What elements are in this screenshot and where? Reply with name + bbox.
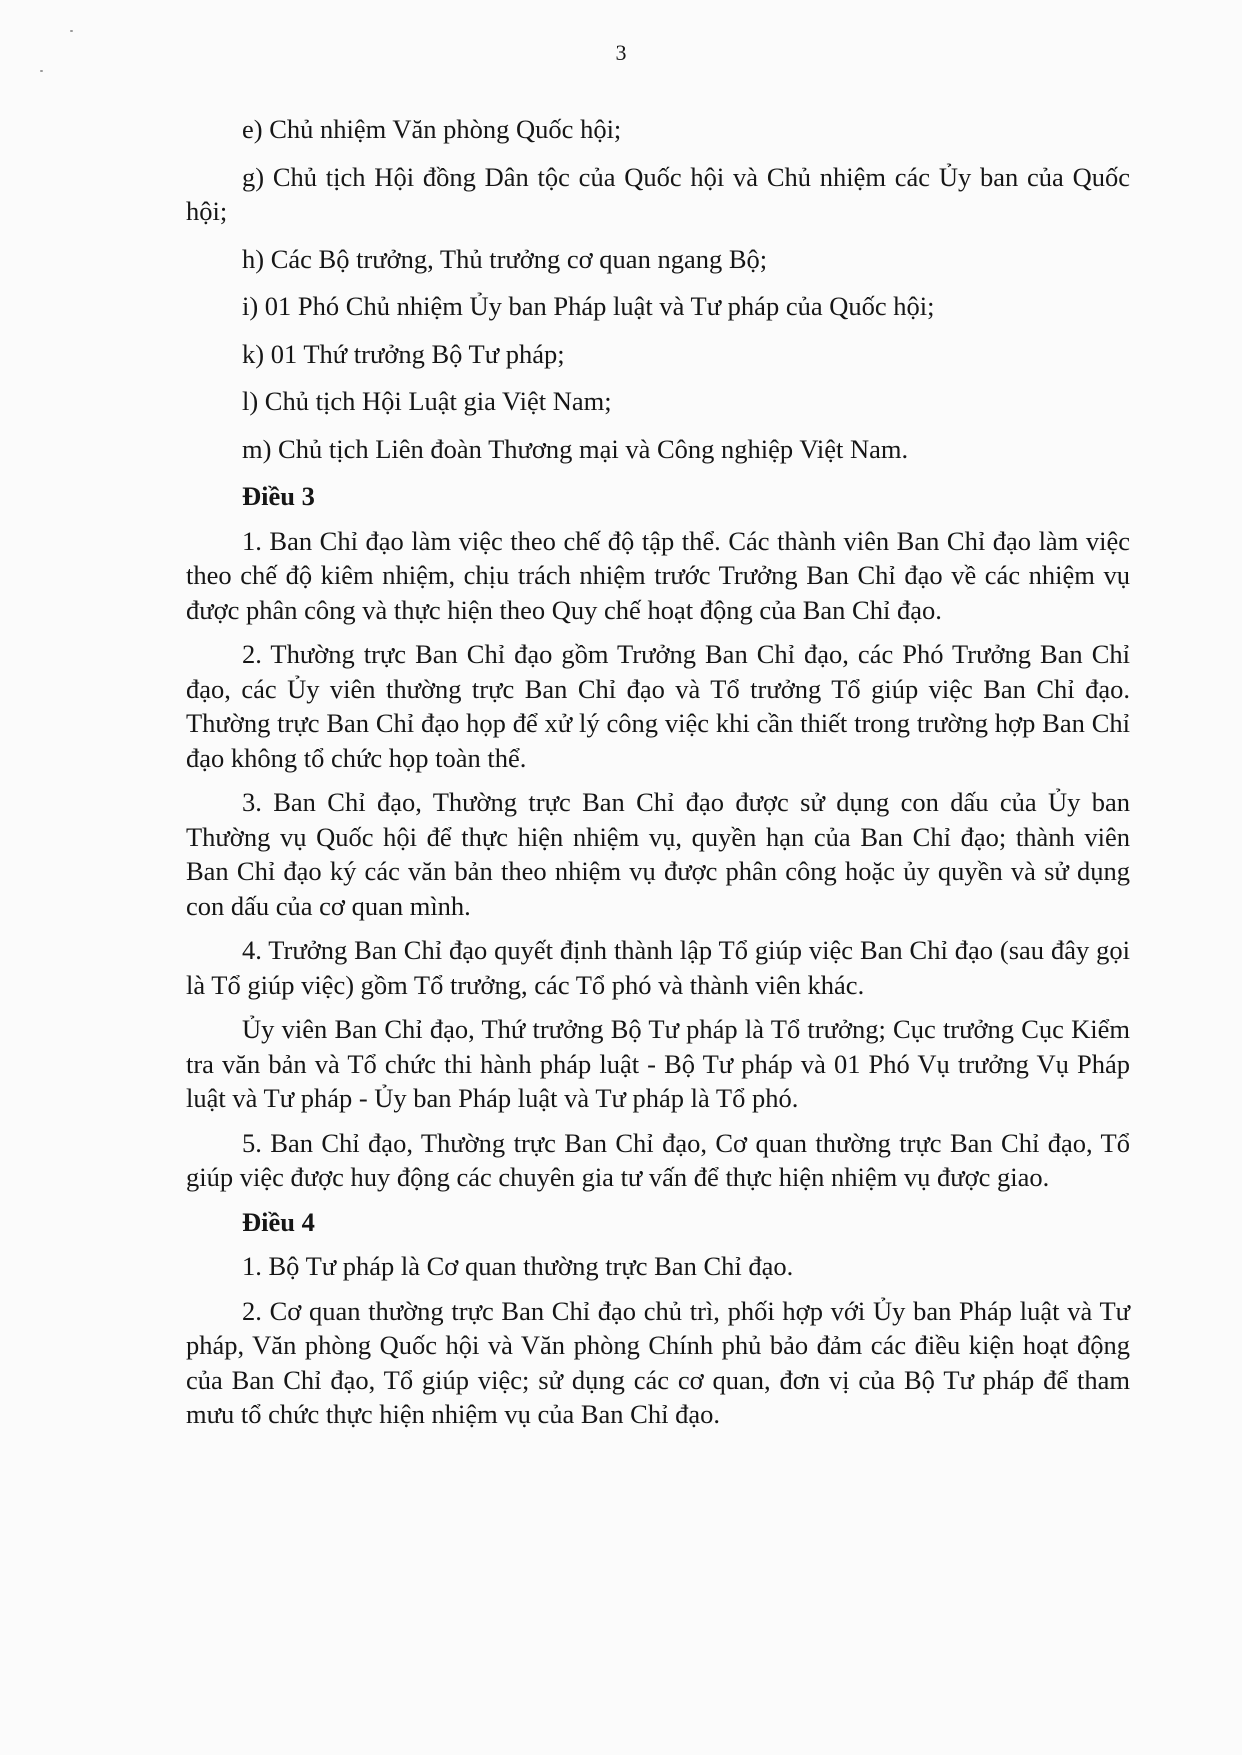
article-3-clause-4: 4. Trưởng Ban Chỉ đạo quyết định thành lập Tổ giúp việc Ban Chỉ đạo (sau đây gọi là Tổ giúp việc) gồm Tổ trưởng, các Tổ phó và thành viên khác.	[186, 935, 1130, 1000]
scan-speck	[70, 30, 73, 32]
list-item-l: l) Chủ tịch Hội Luật gia Việt Nam;	[242, 386, 612, 416]
article-3-heading: Điều 3	[242, 481, 315, 511]
list-item-h: h) Các Bộ trưởng, Thủ trưởng cơ quan ngang Bộ;	[242, 243, 768, 274]
page-number: 3	[615, 40, 627, 65]
article-3-clause-2: 2. Thường trực Ban Chỉ đạo gồm Trưởng Ban Chỉ đạo, các Phó Trưởng Ban Chỉ đạo, các Ủy viên thường trực Ban Chỉ đạo và Tổ trưởng Tổ giúp việc Ban Chỉ đạo. Thường trực Ban Chỉ đạo họp để xử lý công việc khi cần thiết trong trường hợp Ban Chỉ đạo không tổ chức họp toàn thể.	[186, 639, 1130, 773]
list-item-i: i) 01 Phó Chủ nhiệm Ủy ban Pháp luật và Tư pháp của Quốc hội;	[242, 291, 935, 321]
list-item-k: k) 01 Thứ trưởng Bộ Tư pháp;	[242, 338, 565, 369]
article-3-clause-1: 1. Ban Chỉ đạo làm việc theo chế độ tập thể. Các thành viên Ban Chỉ đạo làm việc theo chế độ kiêm nhiệm, chịu trách nhiệm trước Trưởng Ban Chỉ đạo về các nhiệm vụ được phân công và thực hiện theo Quy chế hoạt động của Ban Chỉ đạo.	[186, 525, 1130, 625]
article-4-clause-2: 2. Cơ quan thường trực Ban Chỉ đạo chủ trì, phối hợp với Ủy ban Pháp luật và Tư pháp, Văn phòng Quốc hội và Văn phòng Chính phủ bảo đảm các điều kiện hoạt động của Ban Chỉ đạo, Tổ giúp việc; sử dụng các cơ quan, đơn vị của Bộ Tư pháp để tham mưu tổ chức thực hiện nhiệm vụ của Ban Chỉ đạo.	[186, 1295, 1130, 1429]
list-item-g: g) Chủ tịch Hội đồng Dân tộc của Quốc hội và Chủ nhiệm các Ủy ban của Quốc hội;	[186, 161, 1130, 226]
document-body	[186, 112, 1130, 1442]
list-item-e: e) Chủ nhiệm Văn phòng Quốc hội;	[242, 114, 622, 144]
article-4-clause-1: 1. Bộ Tư pháp là Cơ quan thường trực Ban Chỉ đạo.	[242, 1251, 794, 1281]
article-3-clause-3: 3. Ban Chỉ đạo, Thường trực Ban Chỉ đạo được sử dụng con dấu của Ủy ban Thường vụ Quốc hội để thực hiện nhiệm vụ, quyền hạn của Ban Chỉ đạo; thành viên Ban Chỉ đạo ký các văn bản theo nhiệm vụ được phân công hoặc ủy quyền và sử dụng con dấu của cơ quan mình.	[186, 787, 1130, 921]
list-item-m: m) Chủ tịch Liên đoàn Thương mại và Công nghiệp Việt Nam.	[242, 433, 909, 464]
article-3-clause-4-detail: Ủy viên Ban Chỉ đạo, Thứ trưởng Bộ Tư pháp là Tổ trưởng; Cục trưởng Cục Kiểm tra văn bản và Tổ chức thi hành pháp luật - Bộ Tư pháp và 01 Phó Vụ trưởng Vụ Pháp luật và Tư pháp - Ủy ban Pháp luật và Tư pháp là Tổ phó.	[186, 1014, 1130, 1113]
article-4-heading: Điều 4	[242, 1206, 315, 1237]
article-3-clause-5: 5. Ban Chỉ đạo, Thường trực Ban Chỉ đạo, Cơ quan thường trực Ban Chỉ đạo, Tổ giúp việc được huy động các chuyên gia tư vấn để thực hiện nhiệm vụ được giao.	[186, 1127, 1130, 1192]
scan-speck	[40, 70, 43, 72]
